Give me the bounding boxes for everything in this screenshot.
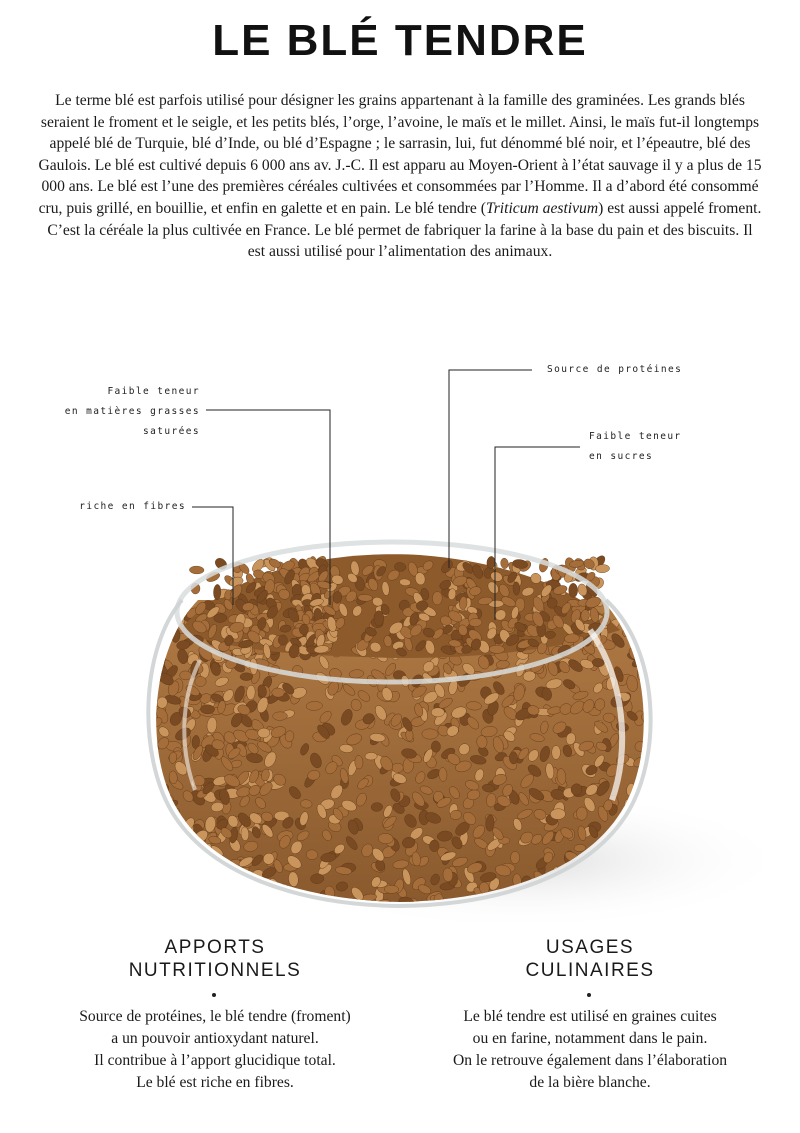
leader-proteines xyxy=(449,370,532,568)
callout-fibres xyxy=(30,497,186,517)
grain xyxy=(154,873,169,888)
grain xyxy=(258,728,271,738)
grain xyxy=(278,635,287,645)
grain xyxy=(273,712,288,721)
grain xyxy=(184,876,195,889)
grain xyxy=(171,864,186,880)
text-usages xyxy=(400,1006,780,1094)
grain xyxy=(235,881,247,899)
callout-proteines xyxy=(547,360,682,380)
heading-usages-line-1: USAGES xyxy=(545,937,635,958)
grain xyxy=(194,872,209,891)
grain xyxy=(181,861,197,878)
grain xyxy=(150,834,167,850)
usages-line-4: de la bière blanche. xyxy=(529,1074,651,1091)
grain xyxy=(200,705,214,714)
grain xyxy=(185,889,201,905)
grain xyxy=(174,873,192,889)
grain xyxy=(240,673,253,681)
grain xyxy=(171,833,186,846)
heading-usages xyxy=(450,936,730,982)
grain xyxy=(208,869,225,884)
grain xyxy=(145,838,162,852)
grain xyxy=(171,858,188,877)
grain xyxy=(159,820,174,834)
grain xyxy=(552,746,561,760)
grain xyxy=(179,671,191,680)
grain xyxy=(638,611,656,626)
grain xyxy=(207,860,219,876)
grain xyxy=(204,872,220,889)
heading-apports-line-1: APPORTS xyxy=(164,937,266,958)
grain xyxy=(145,856,162,873)
callout-matieres-line-3: saturées xyxy=(143,426,200,437)
apports-line-4: Le blé est riche en fibres. xyxy=(136,1074,294,1091)
intro-paragraph xyxy=(38,90,762,263)
grain xyxy=(212,881,229,898)
usages-line-2: ou en farine, notamment dans le pain. xyxy=(472,1030,708,1047)
heading-usages-line-2: CULINAIRES xyxy=(525,960,655,981)
apports-line-1: Source de protéines, le blé tendre (froment) xyxy=(79,1008,351,1025)
callout-matieres-grasses xyxy=(30,382,200,442)
grain xyxy=(144,624,159,635)
grain xyxy=(576,807,587,821)
grain xyxy=(149,837,163,849)
grain xyxy=(509,752,517,765)
heading-apports-line-2: NUTRITIONNELS xyxy=(128,960,302,981)
callout-matieres-line-1: Faible teneur xyxy=(107,386,200,397)
intro-text-1: Le terme blé est parfois utilisé pour désigner les grains appartenant à la famille des graminées. Les grands blés seraient le froment et le seigle, et les petits blés, l’orge, l’avoine, le maïs et le millet. Ainsi, le maïs fut-il longtemps appelé blé de Turquie, blé d’Inde, ou blé d’Espagne ; le sarrasin, lui, fut dénommé blé noir, et l’épeautre, blé des Gaulois. Le blé est cultivé depuis 6 000 ans av. J.-C. Il est apparu au Moyen-Orient à l’état sauvage il y a plus de 15 000 ans. Le blé est l’une des premières céréales cultivées et consommées par l’Homme. Il a d’abord été consommé cru, puis grillé, en bouillie, et enfin en galette et en pain. Le blé tendre ( xyxy=(38,92,762,217)
callout-fibres-line-1: riche en fibres xyxy=(79,501,186,512)
grain xyxy=(197,875,213,892)
grain xyxy=(157,840,166,857)
grain xyxy=(431,708,444,717)
grain xyxy=(241,895,254,912)
grain xyxy=(195,858,210,872)
bullet-apports xyxy=(212,993,216,997)
callout-sucres-line-2: en sucres xyxy=(589,451,654,462)
grain xyxy=(255,895,270,911)
grain xyxy=(432,591,442,605)
callout-matieres-line-2: en matières grasses xyxy=(64,406,200,417)
grain xyxy=(500,558,509,569)
callout-sucres xyxy=(589,427,682,467)
grain xyxy=(638,605,651,620)
grain xyxy=(569,583,578,597)
callout-proteines-line-1: Source de protéines xyxy=(547,364,683,375)
grain xyxy=(392,763,404,773)
grain xyxy=(195,676,207,686)
callout-sucres-line-1: Faible teneur xyxy=(589,431,682,442)
page-title: LE BLÉ TENDRE xyxy=(212,16,588,65)
grain xyxy=(422,729,439,740)
grain xyxy=(202,869,219,882)
grain xyxy=(365,752,377,760)
grain xyxy=(144,891,160,907)
bullet-usages xyxy=(587,993,591,997)
grain xyxy=(193,861,208,875)
apports-line-3: Il contribue à l’apport glucidique total. xyxy=(94,1052,336,1069)
grain xyxy=(513,582,520,596)
grain xyxy=(189,566,204,574)
intro-text-2: ) est aussi appelé froment. C’est la céréale la plus cultivée en France. Le blé permet de fabriquer la farine à la base du pain et des biscuits. Il est aussi utilisé pour l’alimentation des animaux. xyxy=(47,199,762,261)
usages-line-1: Le blé tendre est utilisé en graines cuites xyxy=(463,1008,717,1025)
wheat-bowl-figure xyxy=(0,300,800,940)
grain xyxy=(429,840,439,852)
grain xyxy=(510,851,519,864)
grain xyxy=(162,874,175,891)
grain xyxy=(182,871,195,880)
grain xyxy=(155,848,168,863)
usages-line-3: On le retrouve également dans l’élaboration xyxy=(452,1052,728,1069)
grain xyxy=(186,873,197,886)
heading-apports xyxy=(75,936,355,982)
apports-line-2: a un pouvoir antioxydant naturel. xyxy=(111,1030,319,1047)
grain xyxy=(144,885,159,897)
grain xyxy=(252,894,267,910)
grain xyxy=(147,825,162,842)
grain xyxy=(189,885,207,903)
grain xyxy=(153,864,161,878)
grain xyxy=(216,871,231,886)
grain xyxy=(155,814,172,828)
scientific-name: Triticum aestivum xyxy=(485,199,599,217)
text-apports xyxy=(25,1006,405,1094)
